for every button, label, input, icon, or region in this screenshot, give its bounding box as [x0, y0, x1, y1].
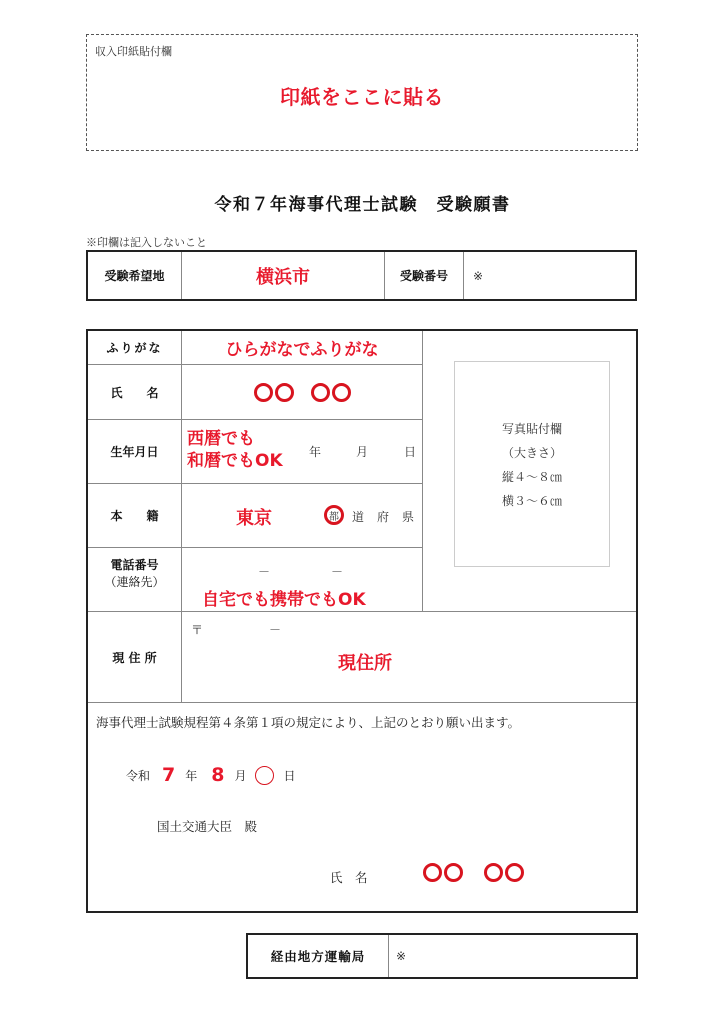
phone-label-line1: 電話番号 [110, 558, 159, 572]
year-unit: 年 [309, 445, 322, 459]
application-table [86, 329, 638, 913]
photo-height-spec: 縦４～８㎝ [501, 470, 562, 484]
prefecture-fu[interactable]: 府 [377, 510, 390, 524]
prefecture-ken[interactable]: 県 [402, 510, 415, 524]
placeholder-circle [484, 863, 503, 882]
day-unit: 日 [404, 445, 417, 459]
birthdate-note-line1: 西暦でも [187, 429, 255, 449]
signature-field[interactable] [422, 863, 525, 882]
location-table [86, 250, 637, 301]
phone-label [88, 557, 181, 591]
postal-mark: 〒 [191, 623, 204, 637]
exam-number-label: 受験番号 [399, 269, 448, 283]
phone-label-line2: （連絡先） [104, 575, 165, 589]
era-label: 令和 [126, 768, 151, 783]
name-label: 氏 名 [110, 385, 159, 400]
photo-title: 写真貼付欄 [501, 422, 562, 436]
date-year-unit: 年 [185, 768, 198, 783]
placeholder-circle [311, 383, 330, 402]
furigana-label: ふりがな [106, 341, 163, 355]
month-unit: 月 [356, 445, 369, 459]
placeholder-circle [254, 383, 273, 402]
stamp-box-label: 収入印紙貼付欄 [95, 45, 172, 58]
birthdate-note [187, 428, 283, 472]
desired-location-field[interactable]: 横浜市 [256, 266, 310, 288]
phone-dash-2: － [331, 565, 344, 579]
date-year-field[interactable]: 7 [162, 764, 176, 786]
domicile-field[interactable]: 東京 [236, 508, 272, 529]
address-label: 現 住 所 [112, 650, 157, 665]
divider [88, 702, 636, 703]
placeholder-circle [275, 383, 294, 402]
desired-location-label: 受験希望地 [104, 269, 165, 283]
photo-box [454, 361, 610, 567]
signature-label: 氏 名 [330, 870, 368, 885]
placeholder-circle [332, 383, 351, 402]
route-bureau-table [246, 933, 638, 979]
date-day-unit: 日 [283, 768, 296, 783]
exam-number-field: ※ [473, 268, 484, 283]
birthdate-label: 生年月日 [110, 445, 159, 459]
route-bureau-field: ※ [396, 949, 407, 963]
prefecture-to-selected[interactable]: 都 [324, 505, 344, 525]
furigana-field[interactable]: ひらがなでふりがな [225, 340, 379, 360]
date-day-field[interactable] [255, 766, 274, 785]
declaration-text: 海事代理士試験規程第４条第１項の規定により、上記のとおり願い出ます。 [96, 715, 521, 730]
stamp-instruction: 印紙をここに貼る [280, 85, 444, 109]
note-text: ※印欄は記入しないこと [86, 236, 207, 249]
prefecture-do[interactable]: 道 [352, 510, 365, 524]
name-field[interactable] [182, 365, 422, 419]
date-month-field[interactable]: 8 [211, 764, 225, 786]
address-field[interactable]: 現住所 [338, 653, 392, 674]
phone-field[interactable]: 自宅でも携帯でもOK [202, 590, 366, 610]
date-month-unit: 月 [234, 768, 247, 783]
route-bureau-label: 経由地方運輸局 [270, 949, 366, 964]
photo-size-label: （大きさ） [501, 446, 562, 460]
placeholder-circle [505, 863, 524, 882]
revenue-stamp-box [86, 34, 638, 151]
birthdate-note-line2: 和暦でもOK [187, 451, 283, 471]
addressee: 国土交通大臣 殿 [157, 819, 258, 834]
photo-width-spec: 横３～６㎝ [501, 494, 562, 508]
divider [388, 935, 389, 977]
application-date [126, 764, 296, 786]
placeholder-circle [423, 863, 442, 882]
postal-dash: － [269, 623, 282, 637]
divider [422, 331, 423, 611]
domicile-label: 本 籍 [110, 509, 159, 523]
divider [88, 547, 422, 548]
form-title: 令和７年海事代理士試験 受験願書 [214, 195, 511, 215]
placeholder-circle [444, 863, 463, 882]
phone-dash-1: － [258, 565, 271, 579]
divider [463, 252, 464, 299]
